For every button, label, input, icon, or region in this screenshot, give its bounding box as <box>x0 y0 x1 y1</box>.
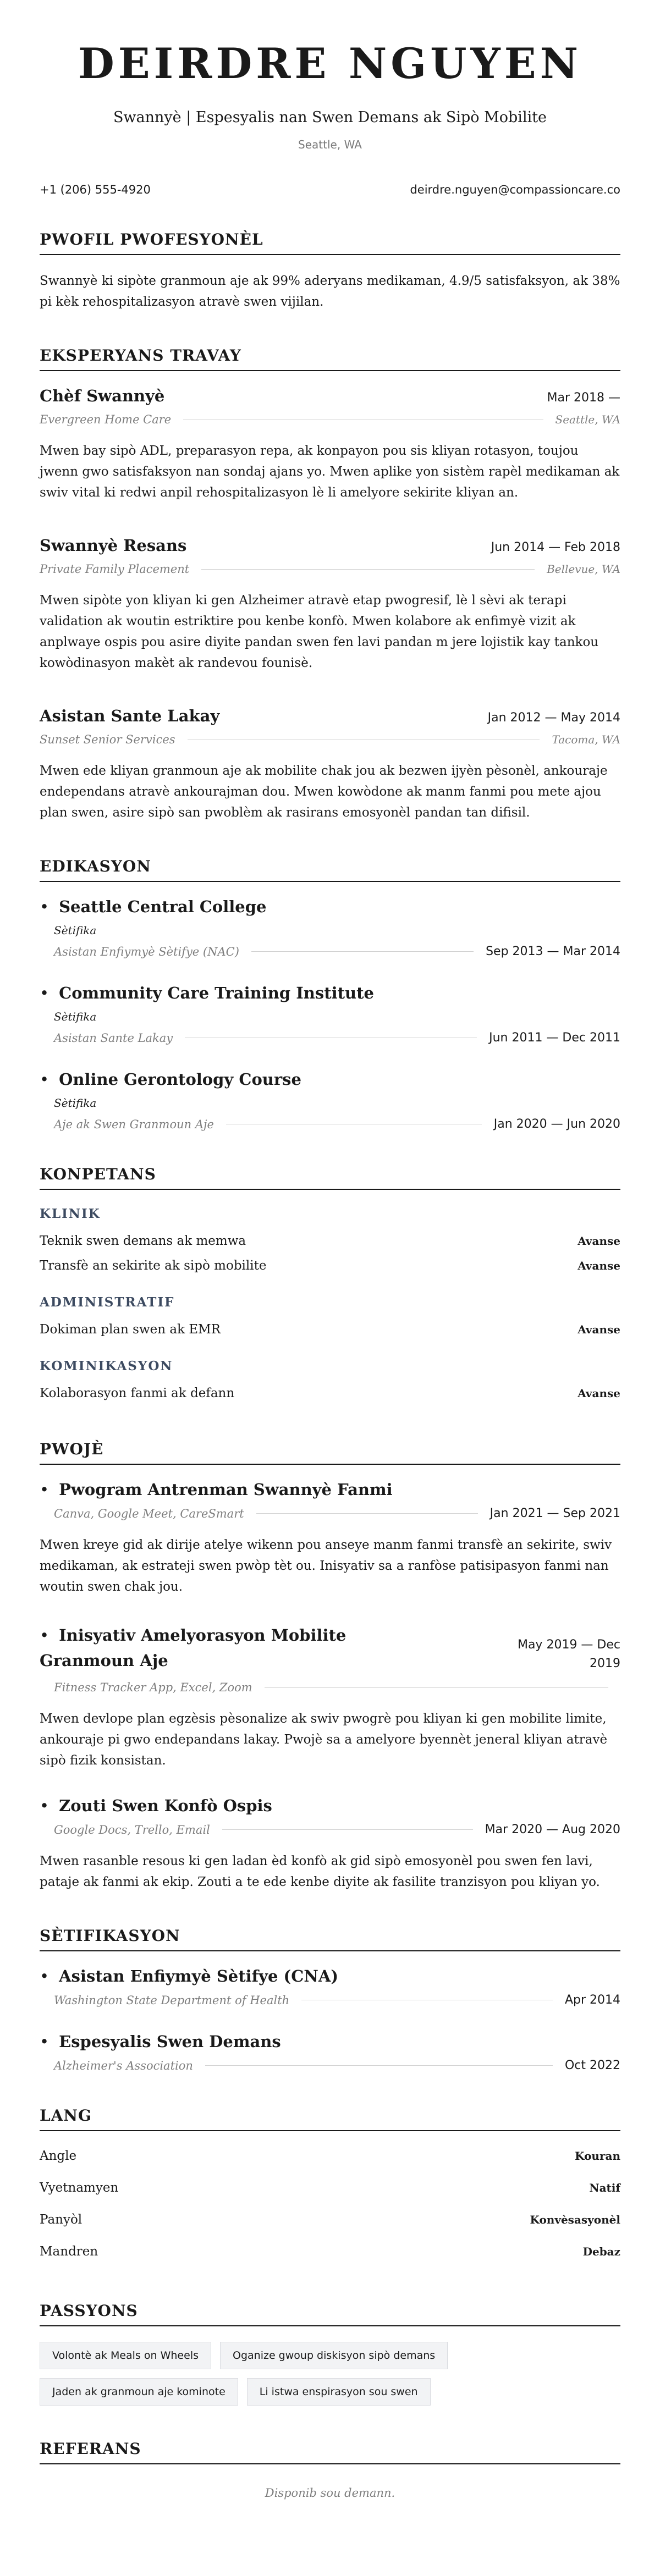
project-dates: Jan 2021 — Sep 2021 <box>490 1507 620 1520</box>
section-title: REFERANS <box>40 2440 620 2464</box>
contact-row <box>40 183 620 196</box>
job-employer: Private Family Placement <box>40 562 190 576</box>
job-location: Bellevue, WA <box>547 562 620 576</box>
language-level: Kouran <box>575 2149 620 2163</box>
job-location: Tacoma, WA <box>552 733 620 746</box>
passions-section <box>40 2302 620 2406</box>
language-level: Debaz <box>582 2245 620 2258</box>
project-description: Mwen devlope plan egzèsis pèsonalize ak swiv pwogrè pou kliyan ki gen mobilite limite, ankouraje pi gwo endepandans lakay. Pwojè sa a amelyore byennèt jeneral kliyan atravè sipò fizik konsistan. <box>40 1712 608 1768</box>
degree-type: Sètifika <box>54 924 97 937</box>
language-name: Vyetnamyen <box>40 2181 119 2195</box>
job-entry <box>40 707 620 823</box>
bullet-icon: • <box>40 984 50 1002</box>
profile-summary: Swannyè ki sipòte granmoun aje ak 99% aderyans medikaman, 4.9/5 satisfaksyon, ak 38% pi kèk rehospitalizasyon atravè swen vijilan. <box>40 274 620 309</box>
school-name: Community Care Training Institute <box>59 984 374 1002</box>
certification-entry <box>40 1967 620 2007</box>
skill-category: KOMINIKASYON <box>40 1359 173 1374</box>
bullet-icon: • <box>40 1796 50 1815</box>
degree-type: Sètifika <box>54 1010 97 1023</box>
section-title: PWOFIL PWOFESYONÈL <box>40 230 620 255</box>
skill-row <box>40 1254 620 1278</box>
education-section <box>40 857 620 1131</box>
degree-type: Sètifika <box>54 1096 97 1110</box>
education-entry <box>40 897 620 958</box>
certification-name: Espesyalis Swen Demans <box>59 2032 281 2051</box>
section-title: LANG <box>40 2106 620 2131</box>
email-address[interactable]: deirdre.nguyen@compassioncare.co <box>410 183 620 196</box>
program-name: Asistan Sante Lakay <box>54 1031 173 1045</box>
project-description: Mwen rasanble resous ki gen ladan èd konfò ak gid sipò emosyonèl pou swen fen lavi, pataje ak fanmi ak ekip. Zouti a te ede kenbe diyite ak fasilite tranzisyon pou kliyan yo. <box>40 1854 600 1889</box>
language-name: Mandren <box>40 2244 98 2259</box>
education-dates: Sep 2013 — Mar 2014 <box>486 945 620 958</box>
language-row <box>40 2204 620 2236</box>
language-level: Konvèsasyonèl <box>530 2213 620 2226</box>
job-dates: Jun 2014 — Feb 2018 <box>491 540 620 554</box>
language-name: Panyòl <box>40 2213 82 2227</box>
job-title: Swannyè Resans <box>40 536 187 555</box>
skills-section <box>40 1165 620 1406</box>
languages-section <box>40 2106 620 2268</box>
references-section <box>40 2440 620 2500</box>
references-text: Disponib sou demann. <box>265 2486 395 2500</box>
project-dates: May 2019 — Dec 2019 <box>517 1638 620 1670</box>
job-description: Mwen sipòte yon kliyan ki gen Alzheimer atravè etap pwogresif, lè l sèvi ak terapi validation ak woutin estriktire pou kenbe konfò. Mwen kolabore ak enfimyè vizit ak anplwaye ospis pou asire diyite pandan swen fen lavi pandan m jere lojistik kay tankou kowòdinasyon makèt ak randevou founisè. <box>40 593 599 670</box>
skill-label: Kolaborasyon fanmi ak defann <box>40 1386 235 1400</box>
skill-category: ADMINISTRATIF <box>40 1295 175 1310</box>
divider <box>251 951 474 952</box>
job-title: Asistan Sante Lakay <box>40 707 220 725</box>
education-dates: Jun 2011 — Dec 2011 <box>489 1031 620 1045</box>
job-title: Chèf Swannyè <box>40 387 165 405</box>
passion-tags <box>40 2342 535 2406</box>
project-entry <box>40 1623 620 1771</box>
bullet-icon: • <box>40 1480 50 1499</box>
divider <box>256 1513 478 1514</box>
certifications-section <box>40 1927 620 2072</box>
project-dates: Mar 2020 — Aug 2020 <box>485 1823 620 1836</box>
certification-entry <box>40 2032 620 2072</box>
project-entry <box>40 1796 620 1893</box>
job-dates: Jan 2012 — May 2014 <box>487 711 620 725</box>
project-tools: Google Docs, Trello, Email <box>54 1823 210 1836</box>
language-name: Angle <box>40 2149 77 2163</box>
projects-section <box>40 1440 620 1893</box>
skill-row <box>40 1229 620 1254</box>
passion-tag: Oganize gwoup diskisyon sipò demans <box>220 2342 448 2369</box>
bullet-icon: • <box>40 1967 50 1985</box>
certification-date: Apr 2014 <box>564 1993 620 2007</box>
section-title: SÈTIFIKASYON <box>40 1927 620 1951</box>
candidate-location: Seattle, WA <box>298 138 362 151</box>
divider <box>265 1687 608 1688</box>
project-title: Zouti Swen Konfò Ospis <box>59 1796 272 1815</box>
passion-tag: Volontè ak Meals on Wheels <box>40 2342 211 2369</box>
section-title: EKSPERYANS TRAVAY <box>40 346 620 371</box>
phone-number[interactable]: +1 (206) 555-4920 <box>40 183 151 196</box>
bullet-icon: • <box>40 2032 50 2051</box>
bullet-icon: • <box>40 1070 50 1089</box>
project-tools: Canva, Google Meet, CareSmart <box>54 1507 244 1520</box>
project-title: Pwogram Antrenman Swannyè Fanmi <box>59 1480 393 1499</box>
section-title: KONPETANS <box>40 1165 620 1190</box>
school-name: Online Gerontology Course <box>59 1070 301 1089</box>
passion-tag: Jaden ak granmoun aje kominote <box>40 2378 238 2406</box>
education-entry <box>40 984 620 1045</box>
skill-label: Transfè an sekirite ak sipò mobilite <box>40 1259 267 1273</box>
job-employer: Evergreen Home Care <box>40 413 172 426</box>
language-row <box>40 2236 620 2268</box>
section-title: PWOJÈ <box>40 1440 620 1465</box>
program-name: Aje ak Swen Granmoun Aje <box>54 1117 214 1131</box>
job-employer: Sunset Senior Services <box>40 733 175 746</box>
education-dates: Jan 2020 — Jun 2020 <box>493 1117 620 1131</box>
project-tools: Fitness Tracker App, Excel, Zoom <box>54 1681 252 1694</box>
skill-row <box>40 1317 620 1342</box>
project-title: Inisyativ Amelyorasyon Mobilite Granmoun Aje <box>40 1626 346 1670</box>
project-entry <box>40 1480 620 1597</box>
skill-label: Teknik swen demans ak memwa <box>40 1234 246 1248</box>
job-description: Mwen bay sipò ADL, preparasyon repa, ak konpayon pou sis kliyan rotasyon, toujou jwenn gwo satisfaksyon nan sondaj ajans yo. Mwen aplike yon sistèm rapèl medikaman ak swiv vital ki redwi anpil rehospitalizasyon lè li amelyore sekirite kliyan an. <box>40 444 620 500</box>
skill-category: KLINIK <box>40 1206 101 1221</box>
section-title: PASSYONS <box>40 2302 620 2326</box>
skill-level: Avanse <box>578 1234 620 1248</box>
skill-level: Avanse <box>578 1259 620 1272</box>
job-entry <box>40 387 620 503</box>
bullet-icon: • <box>40 1626 50 1645</box>
certification-issuer: Washington State Department of Health <box>54 1993 290 2007</box>
language-row <box>40 2172 620 2204</box>
candidate-name: DEIRDRE NGUYEN <box>78 39 582 88</box>
job-dates: Mar 2018 — <box>547 391 620 405</box>
divider <box>222 1829 473 1830</box>
language-level: Natif <box>589 2181 620 2194</box>
skill-row <box>40 1381 620 1406</box>
job-location: Seattle, WA <box>555 413 620 426</box>
certification-date: Oct 2022 <box>564 2059 620 2072</box>
profile-section <box>40 230 620 312</box>
divider <box>201 569 535 570</box>
skill-level: Avanse <box>578 1323 620 1336</box>
language-row <box>40 2140 620 2172</box>
skill-level: Avanse <box>578 1387 620 1400</box>
skill-label: Dokiman plan swen ak EMR <box>40 1322 221 1337</box>
job-entry <box>40 536 620 674</box>
job-description: Mwen ede kliyan granmoun aje ak mobilite chak jou ak bezwen ijyèn pèsonèl, ankouraje endependans atravè ankourajman dou. Mwen kowòdone ak manm fanmi pou mete ajou plan swen, asire sipò san pwoblèm ak rasirans emosyonèl pandan tan difisil. <box>40 764 608 820</box>
resume-header <box>40 0 620 151</box>
project-description: Mwen kreye gid ak dirije atelye wikenn pou anseye manm fanmi transfè an sekirite, swiv medikaman, ak estrateji swen pwòp tèt ou. Inisyativ sa a ranfòse patisipasyon fanmi nan woutin swen chak jou. <box>40 1538 612 1594</box>
passion-tag: Li istwa enspirasyon sou swen <box>247 2378 431 2406</box>
section-title: EDIKASYON <box>40 857 620 882</box>
program-name: Asistan Enfiymyè Sètifye (NAC) <box>54 945 239 958</box>
certification-issuer: Alzheimer's Association <box>54 2059 193 2072</box>
bullet-icon: • <box>40 897 50 916</box>
education-entry <box>40 1070 620 1131</box>
experience-section <box>40 346 620 823</box>
divider <box>205 2065 553 2066</box>
school-name: Seattle Central College <box>59 897 267 916</box>
candidate-subtitle: Swannyè | Espesyalis nan Swen Demans ak Sipò Mobilite <box>113 109 547 126</box>
certification-name: Asistan Enfiymyè Sètifye (CNA) <box>59 1967 339 1985</box>
